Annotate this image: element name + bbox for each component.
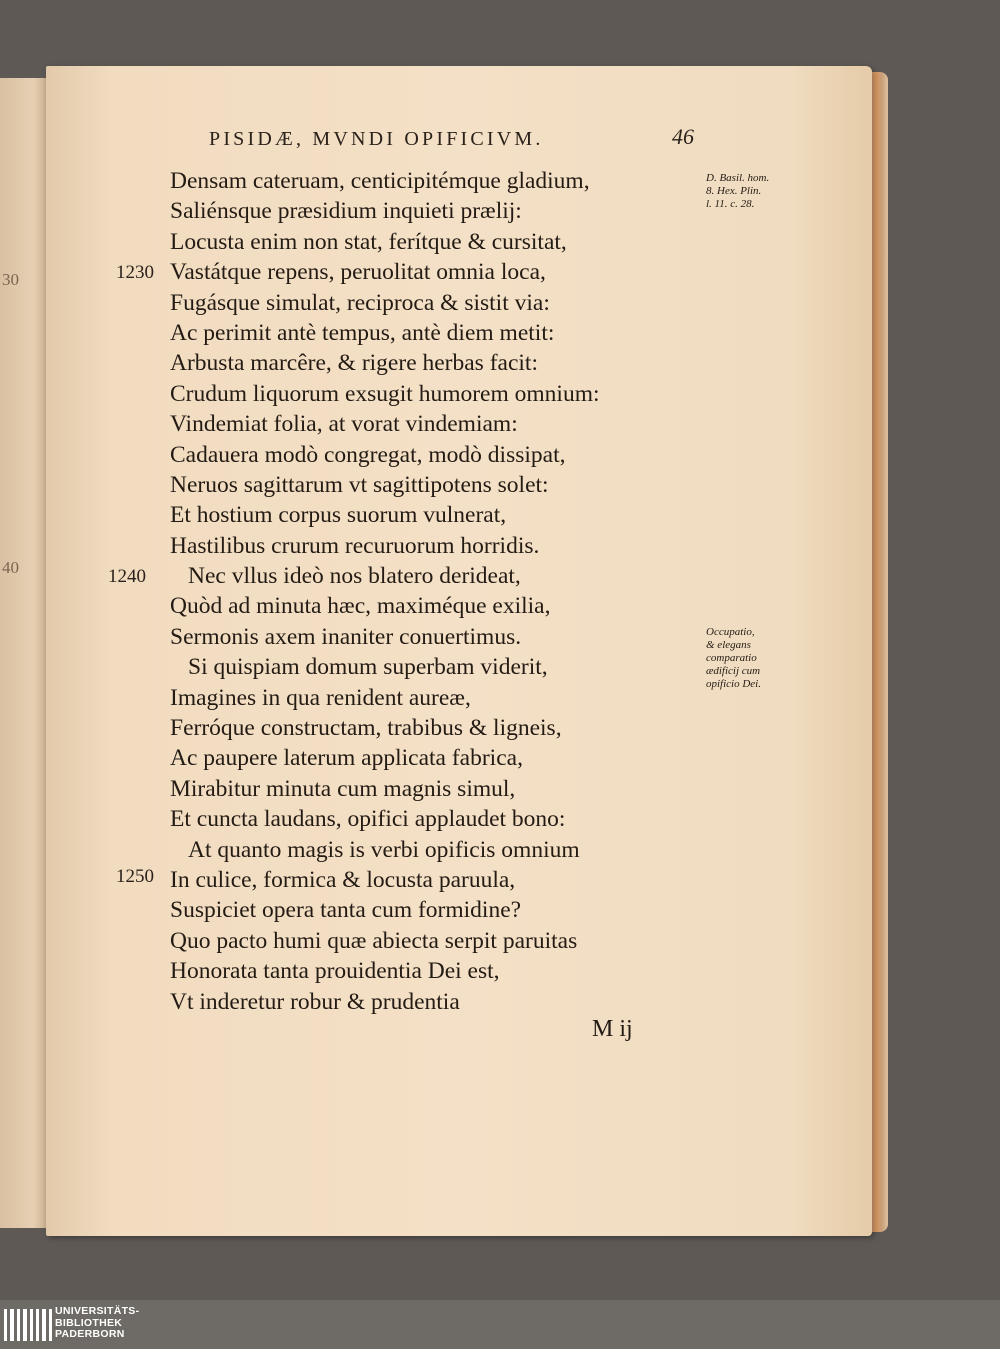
margin-note-line: ædificij cum (706, 665, 761, 677)
margin-note-line: 8. Hex. Plin. (706, 185, 762, 197)
logo-line: BIBLIOTHEK (55, 1316, 123, 1329)
margin-note-line: opificio Dei. (706, 678, 761, 690)
logo-line: UNIVERSITÄTS- (55, 1305, 140, 1317)
verse-line: Fugásque simulat, reciproca & sistit via: (170, 289, 550, 316)
verse-line: Crudum liquorum exsugit humorem omnium: (170, 380, 600, 407)
verse-line: Saliénsque præsidium inquieti prælij: (170, 198, 522, 225)
catchword: M ij (592, 1016, 633, 1042)
margin-note-line: & elegans (706, 639, 751, 651)
verse-line: Et cuncta laudans, opifici applaudet bono: (170, 806, 566, 833)
margin-note-line: D. Basil. hom. (706, 172, 770, 184)
margin-note-line: comparatio (706, 652, 757, 664)
page-header (0, 124, 1000, 158)
margin-note-source (706, 172, 769, 211)
verse-line: Vastátque repens, peruolitat omnia loca, (170, 259, 546, 286)
verse-line: Vindemiat folia, at vorat vindemiam: (170, 411, 518, 438)
verse-line: At quanto magis is verbi opificis omnium (188, 836, 580, 863)
line-number: 1230 (116, 262, 154, 283)
verse-line: Quòd ad minuta hæc, maximéque exilia, (170, 593, 551, 620)
verse-line: Si quispiam domum superbam viderit, (188, 654, 548, 681)
verse-line: Et hostium corpus suorum vulnerat, (170, 502, 507, 529)
verse-line: Imagines in qua renident aureæ, (170, 684, 471, 711)
verse-line: Mirabitur minuta cum magnis simul, (170, 775, 516, 802)
margin-note-comment (706, 626, 761, 691)
verse-line: Cadauera modò congregat, modò dissipat, (170, 441, 566, 468)
library-logo-icon (4, 1309, 52, 1341)
verse-line: Densam cateruam, centicipitémque gladium, (170, 168, 590, 194)
verse-line: Ac paupere laterum applicata fabrica, (170, 745, 523, 772)
line-number: 1250 (116, 866, 154, 887)
margin-note-line: Occupatio, (706, 626, 755, 638)
verse-line: In culice, formica & locusta paruula, (170, 866, 516, 893)
running-head: PISIDÆ, MVNDI OPIFICIVM. (209, 128, 544, 150)
verse-line: Vt inderetur robur & prudentia (170, 988, 460, 1015)
verse-line: Honorata tanta prouidentia Dei est, (170, 958, 500, 985)
footer-bar (0, 1300, 1000, 1349)
verse-line: Quo pacto humi quæ abiecta serpit paruitas (170, 927, 578, 954)
verse-line: Ferróque constructam, trabibus & ligneis, (170, 715, 562, 742)
verse-line: Neruos sagittarum vt sagittipotens solet: (170, 471, 549, 498)
verse-line: Nec vllus ideò nos blatero derideat, (188, 563, 521, 590)
verse-line: Sermonis axem inaniter conuertimus. (170, 623, 522, 650)
verse-line: Hastilibus crurum recuruorum horridis. (170, 532, 540, 559)
left-page-edge (0, 78, 49, 1228)
verse-line: Ac perimit antè tempus, antè diem metit: (170, 319, 555, 346)
line-number: 1240 (108, 566, 146, 587)
verse-line: Locusta enim non stat, ferítque & cursitat, (170, 228, 567, 255)
verse-line: Suspiciet opera tanta cum formidine? (170, 897, 522, 924)
margin-note-line: l. 11. c. 28. (706, 198, 755, 210)
logo-line: PADERBORN (55, 1328, 125, 1340)
page-number: 46 (672, 124, 694, 149)
verse-text (170, 166, 600, 1017)
library-logo-text (55, 1306, 139, 1341)
left-page-ghost-mark: 40 (2, 558, 19, 577)
verse-line: Arbusta marcêre, & rigere herbas facit: (170, 350, 538, 377)
left-page-ghost-mark: 30 (2, 270, 19, 289)
